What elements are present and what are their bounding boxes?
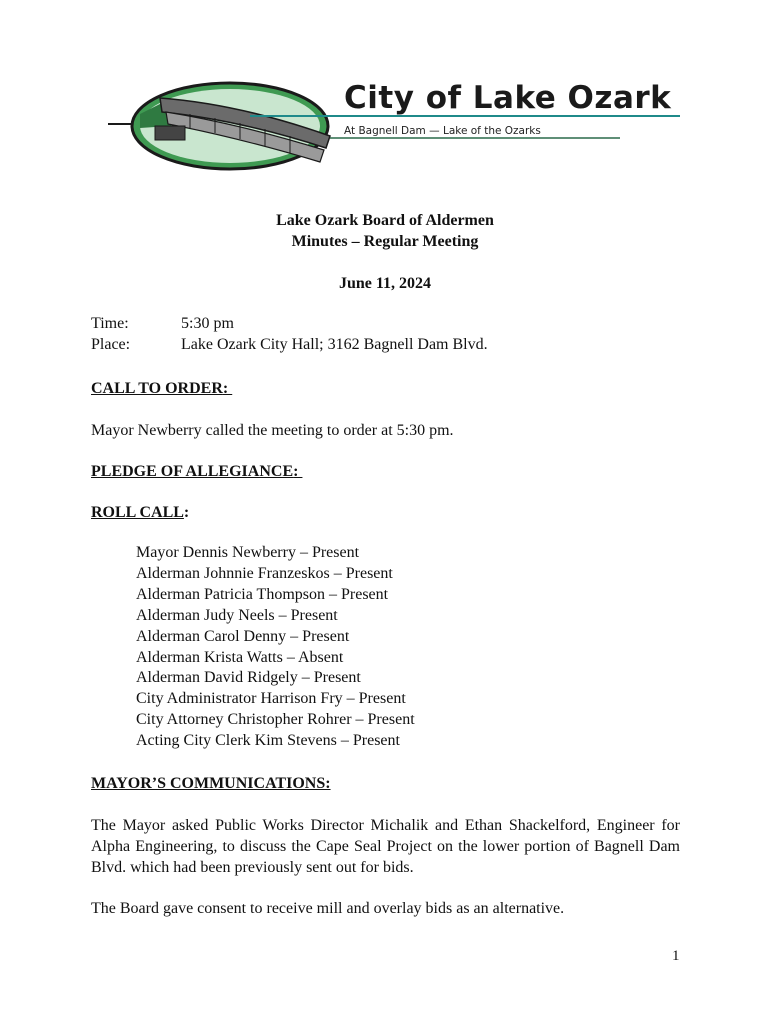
- meeting-date: June 11, 2024: [338, 275, 431, 292]
- pledge-heading-text: PLEDGE OF ALLEGIANCE: [91, 463, 294, 480]
- page-number: 1: [672, 948, 680, 964]
- place-value: Lake Ozark City Hall; 3162 Bagnell Dam Blvd.: [181, 336, 488, 353]
- list-item: City Attorney Christopher Rohrer – Present: [136, 711, 415, 729]
- list-item: Alderman David Ridgely – Present: [136, 669, 361, 687]
- pledge-heading: PLEDGE OF ALLEGIANCE:: [91, 463, 303, 480]
- time-value: 5:30 pm: [181, 315, 234, 332]
- call-to-order-text: Mayor Newberry called the meeting to order at 5:30 pm.: [91, 422, 454, 439]
- city-logo: [100, 76, 690, 186]
- logo-subtitle: At Bagnell Dam — Lake of the Ozarks: [344, 125, 541, 137]
- document-subtitle: Minutes – Regular Meeting: [291, 233, 479, 250]
- list-item: Alderman Carol Denny – Present: [136, 627, 350, 645]
- roll-call-list: [136, 543, 415, 752]
- logo-title: City of Lake Ozark: [344, 80, 672, 116]
- mayors-communications-heading: MAYOR’S COMMUNICATIONS:: [91, 775, 331, 792]
- list-item: Alderman Krista Watts – Absent: [136, 648, 344, 666]
- time-label: Time:: [91, 315, 129, 332]
- list-item: Alderman Johnnie Franzeskos – Present: [136, 564, 393, 582]
- list-item: Mayor Dennis Newberry – Present: [136, 544, 360, 561]
- call-to-order-heading: CALL TO ORDER:: [91, 380, 233, 397]
- list-item: City Administrator Harrison Fry – Present: [136, 690, 406, 708]
- list-item: Acting City Clerk Kim Stevens – Present: [136, 732, 400, 750]
- paragraph-consent: The Board gave consent to receive mill and overlay bids as an alternative.: [91, 900, 565, 917]
- roll-call-heading-text: ROLL CALL: [91, 504, 184, 521]
- call-to-order-heading-text: CALL TO ORDER: [91, 380, 223, 397]
- paragraph-cape-seal: The Mayor asked Public Works Director Michalik and Ethan Shackelford, Engineer for Alpha Engineering, to discuss the Cape Seal Project on the lower portion of Bagnell Dam Blvd. which had been previously sent out for bids.: [91, 817, 680, 876]
- list-item: Alderman Judy Neels – Present: [136, 606, 338, 624]
- list-item: Alderman Patricia Thompson – Present: [136, 585, 389, 603]
- document-title: Lake Ozark Board of Aldermen: [276, 212, 494, 229]
- place-label: Place:: [91, 336, 131, 353]
- roll-call-heading: ROLL CALL:: [91, 504, 190, 521]
